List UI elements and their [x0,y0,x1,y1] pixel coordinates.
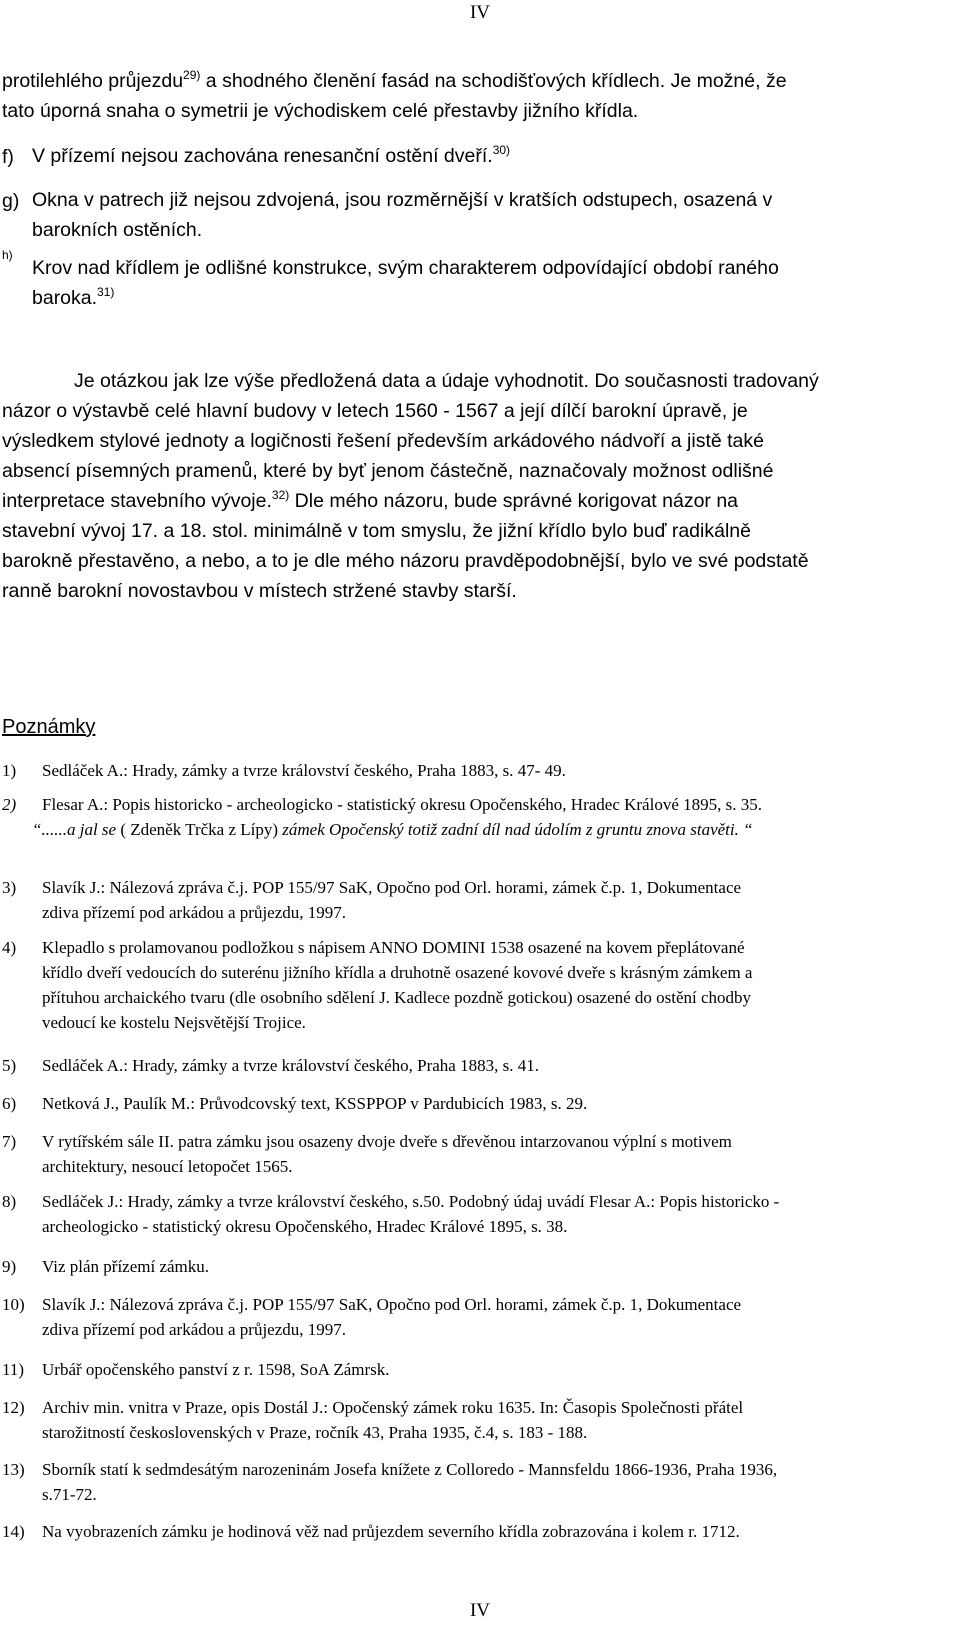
paragraph-line-7: barokně přestavěno, a nebo, a to je dle mého názoru pravděpodobnější, bylo ve své podstatě [2,550,809,572]
list-item-g-line1: Okna v patrech již nejsou zdvojená, jsou rozměrnější v kratších odstupech, osazená v [32,189,773,211]
list-item-g-line2: barokních ostěních. [32,219,203,241]
paragraph-line-2: názor o výstavbě celé hlavní budovy v letech 1560 - 1567 a její dílčí barokní úpravě, je [2,400,748,422]
paragraph-line-6: stavební vývoj 17. a 18. stol. minimálně v tom smyslu, že jižní křídlo bylo buď radikálně [2,520,751,542]
page-number-bottom: IV [469,1600,491,1621]
list-label-h: h) [2,248,13,262]
list-item-f: V přízemí nejsou zachována renesanční ostění dveří.$^{30)}$ [32,143,511,167]
list-item-h-line1: Krov nad křídlem je odlišné konstrukce, svým charakterem odpovídající období raného [32,257,779,279]
list-label-f: f) [2,146,14,168]
list-item-h-line2: baroka.$^{31)}$ [32,285,115,309]
paragraph-line-4: absencí písemných pramenů, které by byť jenom částečně, naznačovaly možnost odlišné [2,460,774,482]
paragraph-line-1: Je otázkou jak lze výše předložená data a údaje vyhodnotit. Do současnosti tradovaný [74,370,819,392]
paragraph-line-3: výsledkem stylové jednoty a logičnosti řešení především arkádového nádvoří a jistě také [2,430,764,452]
paragraph-line-8: ranně barokní novostavbou v místech stržené stavby starší. [2,580,517,602]
document-page: IV protilehlého průjezdu$^{29)}$ a shodného členění fasád na schodišťových křídlech. Je možné, že tato úporná snaha o symetrii je východiskem celé přestavby jižního křídla. f) V přízemí nejsou zachována renesanční ostění dveří.$^{30)}$ g) Okna v patrech již nejsou zdvojená, jsou rozměrnější v kratších odstupech, osazená v barokních ostěních. h) Krov nad křídlem je odlišné konstrukce, svým charakterem odpovídající období raného baroka.$^{31)}$ Je otázkou jak lze výše předložená data a údaje vyhodnotit. Do současnosti tradovaný názor o výstavbě celé hlavní budovy v letech 1560 - 1567 a její dílčí barokní úpravě, je výsledkem stylové jednoty a logičnosti řešení především arkádového nádvoří a jistě také absencí písemných pramenů, které by byť jenom částečně, naznačovaly možnost odlišné interpretace stavebního vývoje.$^{32)}$ Dle mého názoru, bude správné korigovat názor na stavební vývoj 17. a 18. stol. minimálně v tom smyslu, že jižní křídlo bylo buď radikálně barokně přestavěno, a nebo, a to je dle mého názoru pravděpodobnější, bylo ve své podstatě ranně barokní novostavbou v místech stržené stavby starší. Poznámky 1) Sedláček A.: Hrady, zámky a tvrze království českého, Praha 1883, s. 47- 49. 2) Flesar A.: Popis historicko - archeologicko - statistický okresu Opočenského, Hradec Králové 1895, s. 35. “......a jal se ( Zdeněk Trčka z Lípy) zámek Opočenský totiž zadní díl nad údolím z gruntu znova stavěti. “ 3) Slavík J.: Nálezová zpráva č.j. POP 155/97 SaK, Opočno pod Orl. horami, zámek č.p. 1, Dokumentace zdiva přízemí pod arkádou a průjezdu, 1997. 4) Klepadlo s prolamovanou podložkou s nápisem ANNO DOMINI 1538 osazené na kovem přeplátované křídlo dveří vedoucích do suterénu jižního křídla a druhotně osazené kovové dveře s krásným zámkem a přítuhou archaického tvaru (dle osobního sdělení J. Kadlece pozdně gotickou) osazené do ostění chodby vedoucí ke kostelu Nejsvětější Trojice. 5) Sedláček A.: Hrady, zámky a tvrze království českého, Praha 1883, s. 41. 6) Netková J., Paulík M.: Průvodcovský text, KSSPPOP v Pardubicích 1983, s. 29. 7) V rytířském sále II. patra zámku jsou osazeny dvoje dveře s dřevěnou intarzovanou výplní s motivem architektury, nesoucí letopočet 1565. 8) Sedláček J.: Hrady, zámky a tvrze království českého, s.50. Podobný údaj uvádí Flesar A.: Popis historicko - archeologicko - statistický okresu Opočenského, Hradec Králové 1895, s. 38. 9) Viz plán přízemí zámku. 10) Slavík J.: Nálezová zpráva č.j. POP 155/97 SaK, Opočno pod Orl. horami, zámek č.p. 1, Dokumentace zdiva přízemí pod arkádou a průjezdu, 1997. 11) Urbář opočenského panství z r. 1598, SoA Zámrsk. 12) Archiv min. vnitra v Praze, opis Dostál J.: Opočenský zámek roku 1635. In: Časopis Společnosti přátel starožitností československých v Praze, ročník 43, Praha 1935, č.4, s. 183 - 188. 13) Sborník statí k sedmdesátým narozeninám Josefa knížete z Colloredo - Mannsfeldu 1866-1936, Praha 1936, s.71-72. 14) Na vyobrazeních zámku je hodinová věž nad průjezdem severního křídla zobrazována i kolem r. 1712. IV [0,0,960,1626]
list-item-e-line2: tato úporná snaha o symetrii je východiskem celé přestavby jižního křídla. [2,100,639,122]
notes-heading: Poznámky [2,716,96,738]
page-number-top: IV [469,2,491,23]
list-item-e-line1: protilehlého průjezdu$^{29)}$ a shodného členění fasád na schodišťových křídlech. Je možné, že [2,68,787,92]
paragraph-line-5: interpretace stavebního vývoje.$^{32)}$ Dle mého názoru, bude správné korigovat názor na [2,488,739,512]
list-label-g: g) [2,190,20,212]
